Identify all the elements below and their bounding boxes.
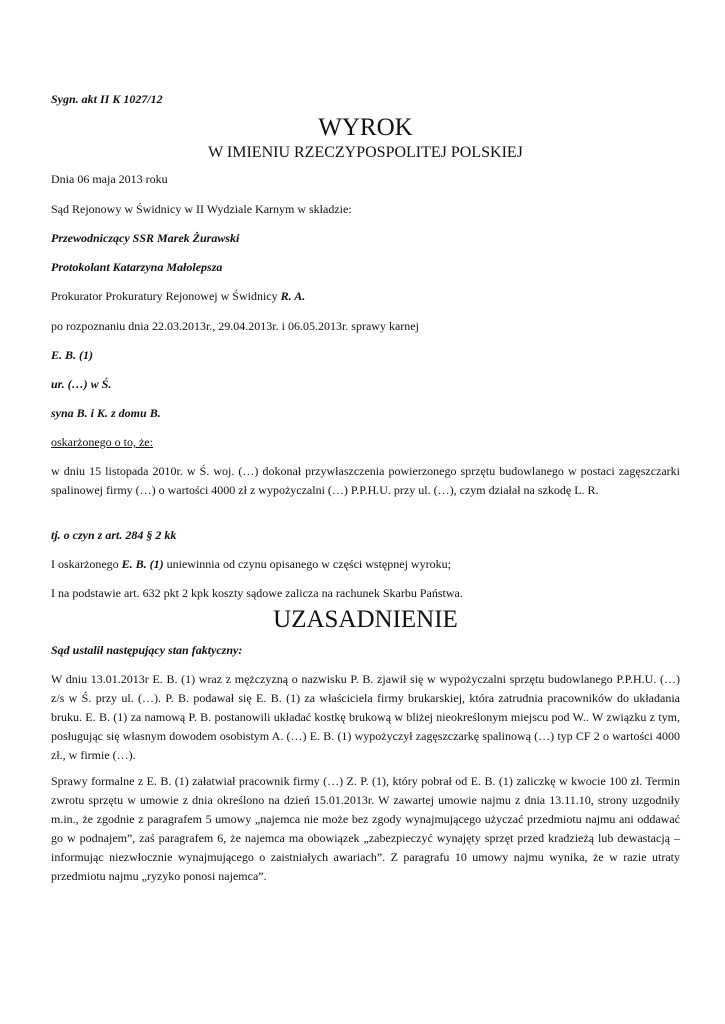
facts-paragraph-1: W dniu 13.01.2013r E. B. (1) wraz z mężczyzną o nazwisku P. B. zjawił się w wypożyczalni sprzętu budowlanego P.P.H.U. (…) z/s w Ś. przy ul. (…). P. B. podawał się E. B. (1) za właściciela firmy brukarskiej, która zatrudnia pracowników do układania bruku. E. B. (1) za namową P. B. postanowili układać kostkę brukową w bliżej nieokreślonym miejscu pod W.. W związku z tym, posługując się własnym dowodem osobistym A. (…) E. B. (1) wypożyczył zagęszczarkę spalinową (…) typ CF 2 o wartości 4000 zł., w firmie (…). (51, 672, 680, 762)
document-subtitle: W IMIENIU RZECZYPOSPOLITEJ POLSKIEJ (208, 144, 523, 161)
presiding-judge: Przewodniczący SSR Marek Żurawski (51, 231, 240, 245)
prosecutor-name: R. A. (280, 289, 306, 303)
prosecutor-prefix: Prokurator Prokuratury Rejonowej w Świdnicy (51, 289, 281, 303)
verdict-1-suffix: uniewinnia od czynu opisanego w części wstępnej wyroku; (163, 557, 451, 571)
facts-paragraph-2: Sprawy formalne z E. B. (1) załatwiał pracownik firmy (…) Z. P. (1), który pobrał od E. B. (1) zaliczkę w kwocie 100 zł. Termin zwrotu sprzętu w umowie z dnia określono na dzień 15.01.2013r. W zawartej umowie najmu z dnia 13.11.10, strony uzgodniły m.in., że zgodnie z paragrafem 5 umowy „najemca nie może bez zgody wynajmującego użyczać przedmiotu najmu ani oddawać go w podnajem”, zaś paragrafem 6, że najemca ma obowiązek „zabezpieczyć wynajęty sprzęt przed kradzieżą lub dewastacją – informując niezwłocznie wynajmującego o zaistniałych awariach”. Z paragrafu 10 umowy najmu wynika, że w razie utraty przedmiotu najmu „ryzyko ponosi najemca”. (51, 774, 680, 883)
facts-heading: Sąd ustalił następujący stan faktyczny: (51, 643, 243, 657)
document-title: WYROK (318, 114, 413, 141)
charge-text: w dniu 15 listopada 2010r. w Ś. woj. (…) dokonał przywłaszczenia powierzonego sprzętu budowlanego w postaci zagęszczarki spalinowej firmy (…) o wartości 4000 zł z wypożyczalni (…) P.P.H.U. przy ul. (…), czym działał na szkodę L. R. (51, 464, 680, 497)
accused-heading: oskarżonego o to, że: (51, 435, 153, 449)
defendant-name: E. B. (1) (51, 348, 93, 362)
date-line: Dnia 06 maja 2013 roku (51, 172, 168, 186)
defendant-parents: syna B. i K. z domu B. (51, 406, 161, 420)
case-signature: Sygn. akt II K 1027/12 (51, 92, 163, 106)
prosecutor-line (51, 287, 680, 306)
verdict-point-2: I na podstawie art. 632 pkt 2 kpk koszty sądowe zalicza na rachunek Skarbu Państwa. (51, 586, 463, 600)
hearing-dates: po rozpoznaniu dnia 22.03.2013r., 29.04.2013r. i 06.05.2013r. sprawy karnej (51, 319, 419, 333)
clerk: Protokolant Katarzyna Małolepsza (51, 260, 223, 274)
verdict-1-name: E. B. (1) (121, 557, 164, 571)
justification-title: UZASADNIENIE (273, 606, 458, 633)
verdict-1-prefix: I oskarżonego (51, 557, 122, 571)
defendant-birth: ur. (…) w Ś. (51, 377, 112, 391)
verdict-point-1 (51, 555, 680, 574)
court-line: Sąd Rejonowy w Świdnicy w II Wydziale Karnym w składzie: (51, 202, 352, 216)
legal-basis: tj. o czyn z art. 284 § 2 kk (51, 528, 177, 542)
